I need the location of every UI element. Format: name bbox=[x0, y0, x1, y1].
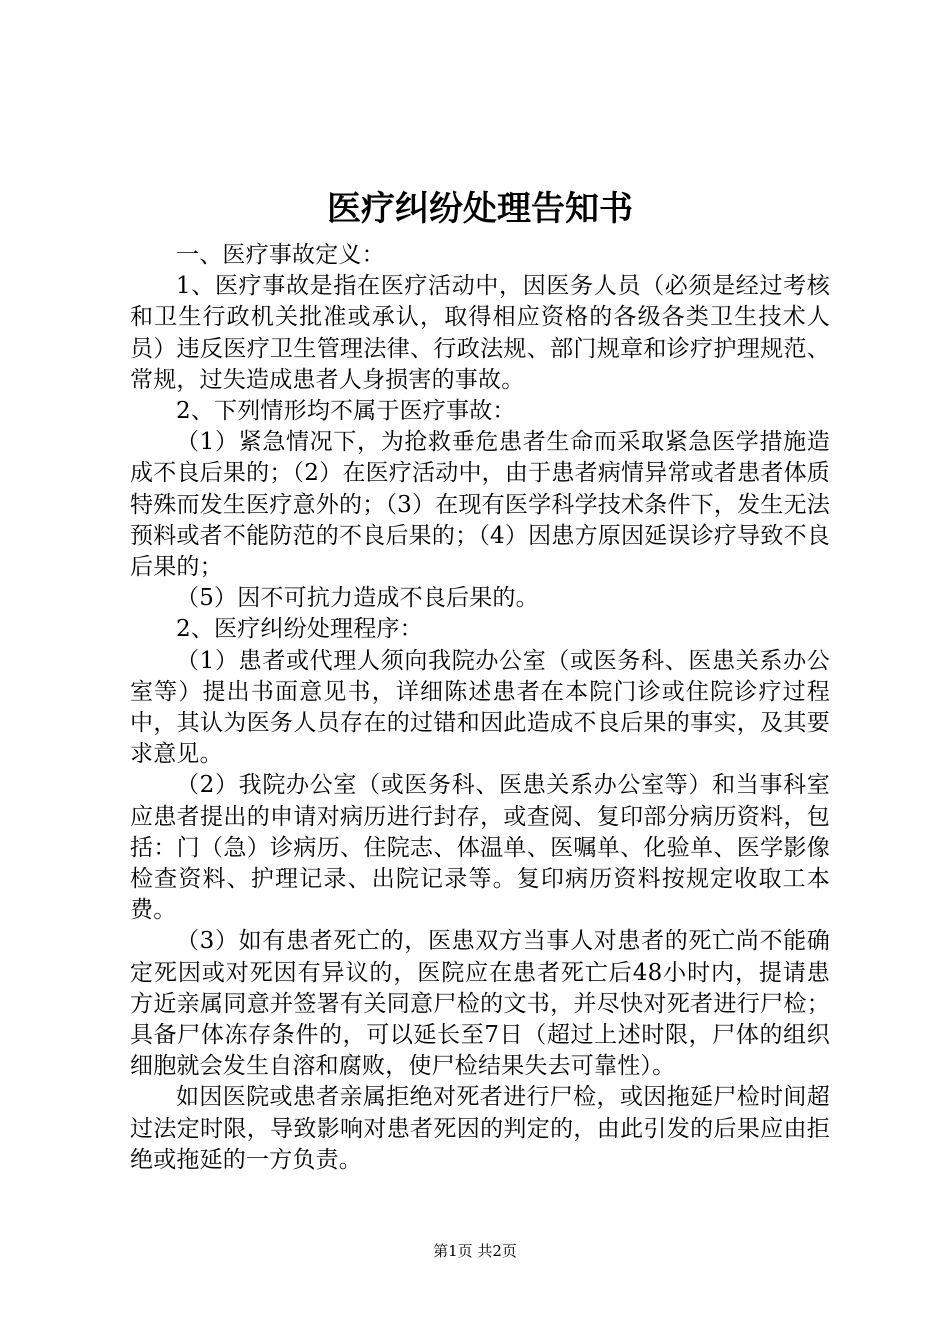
paragraph-definition: 1、医疗事故是指在医疗活动中，因医务人员（必须是经过考核和卫生行政机关批准或承认，取得相应资格的各级各类卫生技术人员）违反医疗卫生管理法律、行政法规、部门规章和诊疗护理规范、常规，过失造成患者人身损害的事故。 bbox=[130, 273, 830, 393]
paragraph-procedure-1: （1）患者或代理人须向我院办公室（或医务科、医患关系办公室等）提出书面意见书，详细陈述患者在本院门诊或住院诊疗过程中，其认为医务人员存在的过错和因此造成不良后果的事实，及其要求意见。 bbox=[130, 647, 830, 768]
paragraph-exclusions-heading: 2、下列情形均不属于医疗事故： bbox=[176, 398, 516, 425]
paragraph-procedure-heading: 2、医疗纠纷处理程序： bbox=[176, 616, 423, 643]
paragraph-section-1-heading: 一、医疗事故定义： bbox=[176, 242, 385, 268]
document-title: 医疗纠纷处理告知书 bbox=[327, 189, 633, 229]
paragraph-procedure-2: （2）我院办公室（或医务科、医患关系办公室等）和当事科室应患者提出的申请对病历进行封存，或查阅、复印部分病历资料，包括：门（急）诊病历、住院志、体温单、医嘱单、化验单、医学影像检查资料、护理记录、出院记录等。复印病历资料按规定收取工本费。 bbox=[130, 772, 830, 924]
paragraph-exclusion-5: （5）因不可抗力造成不良后果的。 bbox=[176, 585, 539, 612]
document-body bbox=[130, 240, 830, 1176]
paragraph-autopsy-refusal: 如因医院或患者亲属拒绝对死者进行尸检，或因拖延尸检时间超过法定时限，导致影响对患者死因的判定的，由此引发的后果应由拒绝或拖延的一方负责。 bbox=[130, 1084, 830, 1173]
page-number-footer: 第1页 共2页 bbox=[433, 1242, 517, 1260]
paragraph-exclusions-list: （1）紧急情况下，为抢救垂危患者生命而采取紧急医学措施造成不良后果的；（2）在医疗活动中，由于患者病情异常或者患者体质特殊而发生医疗意外的；（3）在现有医学科学技术条件下，发生无法预料或者不能防范的不良后果的；（4）因患方原因延误诊疗导致不良后果的； bbox=[130, 429, 830, 581]
paragraph-procedure-3: （3）如有患者死亡的，医患双方当事人对患者的死亡尚不能确定死因或对死因有异议的，医院应在患者死亡后48小时内，提请患方近亲属同意并签署有关同意尸检的文书，并尽快对死者进行尸检；具备尸体冻存条件的，可以延长至7日（超过上述时限，尸体的组织细胞就会发生自溶和腐败，使尸检结果失去可靠性）。 bbox=[130, 928, 830, 1080]
